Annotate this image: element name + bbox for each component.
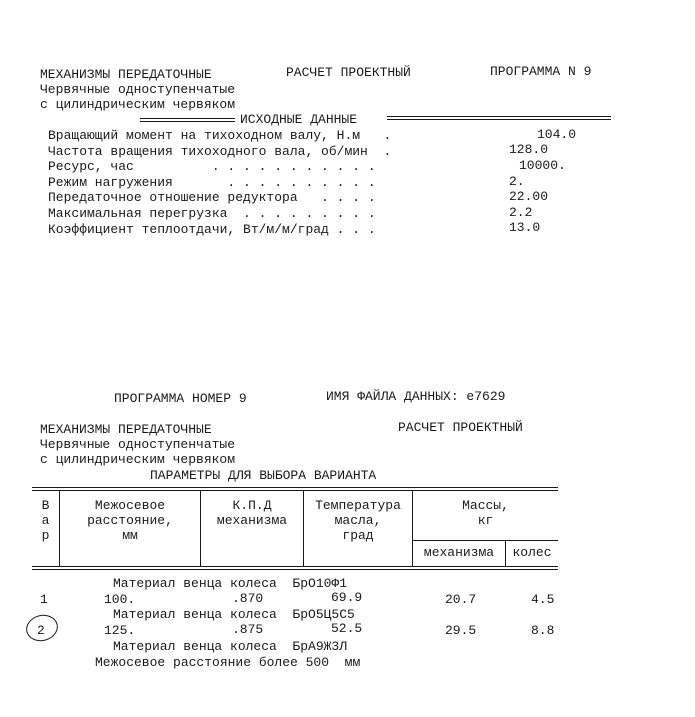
input-value-speed: 128.0 — [509, 142, 549, 157]
header2-title-right: РАСЧЕТ ПРОЕКТНЫЙ — [398, 420, 523, 435]
input-label-speed: Частота вращения тихоходного вала, об/мин . — [48, 144, 392, 159]
input-value-overload: 2.2 — [509, 205, 533, 220]
header-variant: В а р — [41, 498, 50, 543]
variant-1-temperature: 69.9 — [331, 590, 363, 605]
header-efficiency: К.П.Д механизма — [216, 498, 288, 528]
distance-note: Межосевое расстояние более 500 мм — [95, 655, 361, 670]
variant-2-temperature: 52.5 — [331, 621, 363, 636]
header1-subtitle-2: с цилиндрическим червяком — [40, 97, 236, 112]
header1-title-mid: РАСЧЕТ ПРОЕКТНЫЙ — [286, 65, 411, 80]
header-center-distance: Межосевое расстояние, мм — [87, 498, 173, 543]
header-masses: Массы, кг — [462, 498, 509, 528]
variant-1-efficiency: .870 — [232, 591, 264, 606]
header-mass-wheels: колес — [512, 545, 552, 560]
table-top-rule — [32, 487, 558, 491]
data-file-name: ИМЯ ФАЙЛА ДАННЫХ: e7629 — [326, 389, 506, 404]
variant-1-number: 1 — [40, 592, 48, 607]
input-value-ratio: 22.00 — [509, 189, 549, 204]
variant-1-mass-mechanism: 20.7 — [445, 592, 477, 607]
variant-2-efficiency: .875 — [232, 622, 264, 637]
variant-2-mass-mechanism: 29.5 — [445, 623, 477, 638]
input-label-torque: Вращающий момент на тихоходном валу, Н.м . — [48, 128, 392, 143]
params-heading: ПАРАМЕТРЫ ДЛЯ ВЫБОРА ВАРИАНТА — [150, 468, 377, 483]
variant-1-distance: 100. — [104, 592, 136, 607]
header-mass-mechanism: механизма — [423, 545, 495, 560]
variant-1-mass-wheels: 4.5 — [531, 592, 555, 607]
input-label-resource: Ресурс, час . . . . . . . . . . . — [48, 159, 376, 174]
program-number: ПРОГРАММА НОМЕР 9 — [114, 391, 247, 406]
input-section-heading: ИСХОДНЫЕ ДАННЫЕ — [240, 112, 358, 127]
variant-1-material: Материал венца колеса БрО10Ф1 — [113, 576, 348, 591]
header2-title-left: МЕХАНИЗМЫ ПЕРЕДАТОЧНЫЕ — [40, 422, 212, 437]
input-label-heat: Коэффициент теплоотдачи, Вт/м/м/град . . . — [48, 222, 376, 237]
heading-rule-left — [140, 118, 235, 122]
input-value-resource: 10000. — [519, 158, 566, 173]
header1-subtitle-1: Червячные одноступенчатые — [40, 82, 236, 97]
header2-subtitle-2: с цилиндрическим червяком — [40, 452, 236, 467]
table-bottom-rule — [32, 566, 558, 570]
header2-subtitle-1: Червячные одноступенчатые — [40, 437, 236, 452]
heading-rule-right — [387, 116, 611, 120]
header1-title-right: ПРОГРАММА N 9 — [490, 64, 592, 79]
variant-2-material: Материал венца колеса БрО5Ц5С5 — [113, 607, 355, 622]
table-mass-subrule — [412, 540, 558, 541]
input-label-mode: Режим нагружения . . . . . . . . . . — [48, 175, 376, 190]
variant-2-distance: 125. — [104, 623, 136, 638]
header-oil-temperature: Температура масла, град — [315, 498, 401, 543]
variant-3-material: Материал венца колеса БрА9Ж3Л — [113, 639, 348, 654]
variant-2-mass-wheels: 8.8 — [531, 623, 555, 638]
input-label-overload: Максимальная перегрузка . . . . . . . . . — [48, 206, 376, 221]
input-value-heat: 13.0 — [509, 220, 541, 235]
input-value-mode: 2. — [509, 174, 525, 189]
variant-2-number: 2 — [37, 623, 45, 638]
input-value-torque: 104.0 — [537, 127, 577, 142]
header1-title-left: МЕХАНИЗМЫ ПЕРЕДАТОЧНЫЕ — [40, 67, 212, 82]
input-label-ratio: Передаточное отношение редуктора . . . . — [48, 190, 376, 205]
